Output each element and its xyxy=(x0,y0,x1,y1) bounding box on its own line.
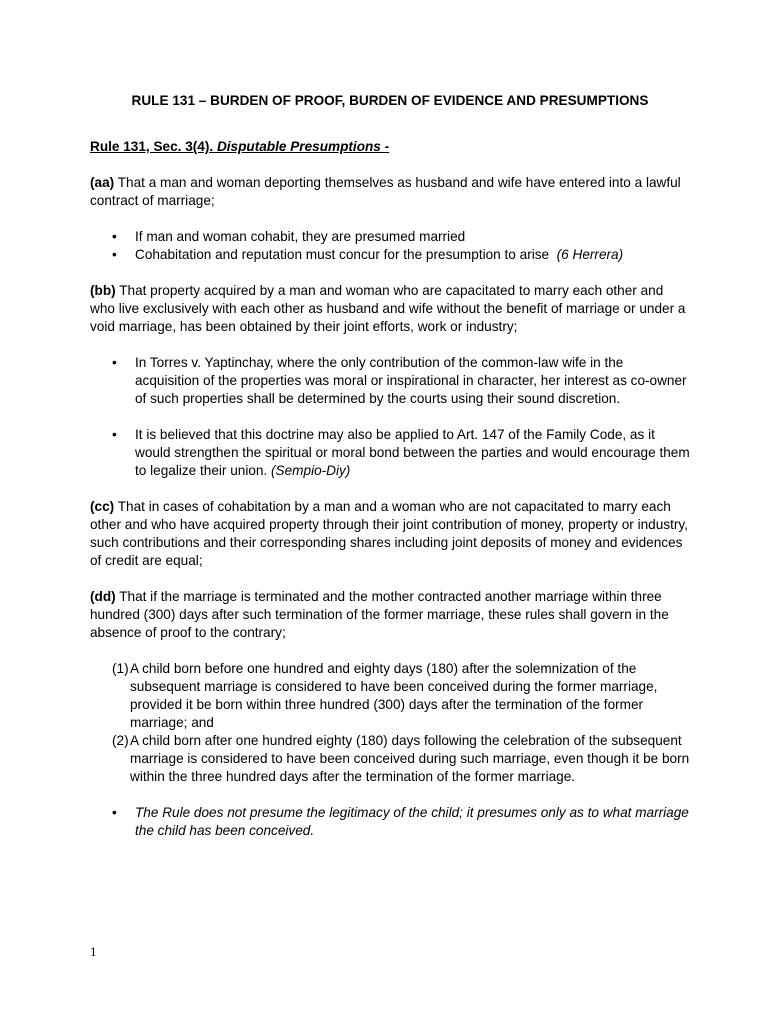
list-item xyxy=(112,660,690,732)
paragraph-cc xyxy=(90,498,690,570)
list-item xyxy=(112,426,690,480)
paragraph-dd xyxy=(90,588,690,642)
bullet-list-bb xyxy=(90,354,690,480)
numbered-list-dd xyxy=(90,660,690,786)
paragraph-dd-text: That if the marriage is terminated and the mother contracted another marriage within three hundred (300) days after such termination of the former marriage, these rules shall govern in the absence of proof to the contrary; xyxy=(90,589,669,640)
paragraph-dd-label: (dd) xyxy=(90,589,116,604)
list-item xyxy=(112,354,690,408)
paragraph-aa-text: That a man and woman deporting themselves as husband and wife have entered into a lawful contract of marriage; xyxy=(90,175,681,208)
citation: (6 Herrera) xyxy=(556,247,624,262)
list-item-text: A child born before one hundred and eighty days (180) after the solemnization of the subsequent marriage is considered to have been conceived during the former marriage, provided it be born within three hundred (300) days after the termination of the former marriage; and xyxy=(130,661,658,730)
paragraph-cc-text: That in cases of cohabitation by a man and a woman who are not capacitated to marry each other and who have acquired property through their joint contribution of money, property or industry, such contributions and their corresponding shares including joint deposits of money and evidences of credit are equal; xyxy=(90,499,688,568)
bullet-icon: • xyxy=(112,355,117,370)
list-item xyxy=(112,246,690,264)
section-heading-prefix: Rule 131, Sec. 3(4). xyxy=(90,139,214,154)
paragraph-bb-label: (bb) xyxy=(90,283,116,298)
list-item-number: (2) xyxy=(112,733,129,748)
page-number: 1 xyxy=(90,944,97,959)
list-item-text: In Torres v. Yaptinchay, where the only contribution of the common-law wife in the acquisition of the properties was moral or inspirational in character, her interest as co-owner of such properties shall be determined by the courts using their sound discretion. xyxy=(135,355,687,406)
document-title: RULE 131 – BURDEN OF PROOF, BURDEN OF EVIDENCE AND PRESUMPTIONS xyxy=(131,93,649,108)
list-item xyxy=(112,804,690,840)
list-item-text: It is believed that this doctrine may also be applied to Art. 147 of the Family Code, as it would strengthen the spiritual or moral bond between the parties and would encourage them to legalize their union. xyxy=(135,427,690,478)
bullet-list-dd-note xyxy=(90,804,690,840)
section-heading-title: Disputable Presumptions - xyxy=(216,139,390,154)
bullet-icon: • xyxy=(112,805,117,820)
list-item-number: (1) xyxy=(112,661,129,676)
bullet-list-aa xyxy=(90,228,690,264)
bullet-icon: • xyxy=(112,247,117,262)
paragraph-bb xyxy=(90,282,690,336)
citation: (Sempio-Diy) xyxy=(271,463,351,478)
note-text: The Rule does not presume the legitimacy of the child; it presumes only as to what marriage the child has been conceived. xyxy=(135,805,689,838)
list-item-text: If man and woman cohabit, they are presumed married xyxy=(135,229,466,244)
paragraph-aa-label: (aa) xyxy=(90,175,115,190)
paragraph-aa xyxy=(90,174,690,210)
list-item-text: A child born after one hundred eighty (180) days following the celebration of the subsequent marriage is considered to have been conceived during such marriage, even though it be born within the three hundred days after the termination of the former marriage. xyxy=(130,733,690,784)
list-item xyxy=(112,732,690,786)
bullet-icon: • xyxy=(112,427,117,442)
document-page xyxy=(90,92,690,858)
paragraph-cc-label: (cc) xyxy=(90,499,115,514)
list-item xyxy=(112,228,690,246)
section-heading xyxy=(90,138,690,156)
list-item-text: Cohabitation and reputation must concur for the presumption to arise xyxy=(135,247,550,262)
bullet-icon: • xyxy=(112,229,117,244)
paragraph-bb-text: That property acquired by a man and woman who are capacitated to marry each other and who live exclusively with each other as husband and wife without the benefit of marriage or under a void marriage, has been obtained by their joint efforts, work or industry; xyxy=(90,283,686,334)
